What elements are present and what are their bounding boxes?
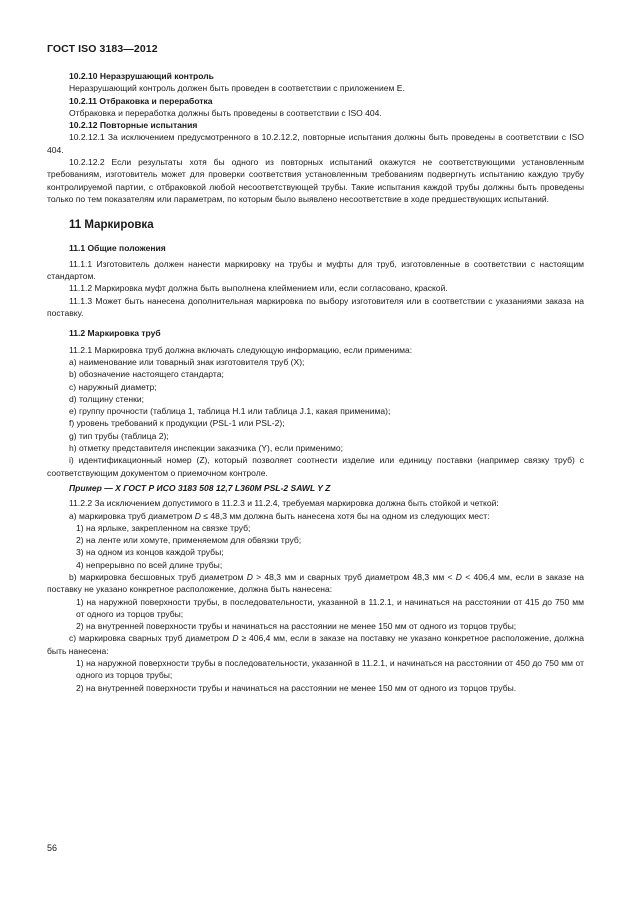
clause-10-2-11-text: Отбраковка и переработка должны быть проведены в соответствии с ISO 404.	[69, 107, 382, 118]
clause-11-1-2: 11.1.2 Маркировка муфт должна быть выполнена клеймением или, если согласовано, краской.	[69, 283, 448, 294]
section-11-heading: 11 Маркировка	[69, 219, 154, 232]
list-item: g) тип трубы (таблица 2);	[69, 430, 169, 441]
list-item: 2) на ленте или хомуте, применяемом для обвязки труб;	[76, 535, 302, 546]
list-item: 2) на внутренней поверхности трубы и начинаться на расстоянии не менее 150 мм от одного из торцов трубы.	[76, 682, 517, 693]
clause-10-2-12-heading: 10.2.12 Повторные испытания	[69, 120, 198, 131]
marking-example: Пример — X ГОСТ Р ИСО 3183 508 12,7 L360M PSL-2 SAWL Y Z	[69, 482, 331, 493]
page-content	[47, 70, 584, 694]
list-item: 1) на наружной поверхности трубы, в последовательности, указанной в 11.2.1, и начинаться на расстоянии от 415 до 750 мм от одного из торцов трубы;	[76, 596, 584, 619]
list-item: 3) на одном из концов каждой трубы;	[76, 547, 224, 558]
list-item: i) идентификационный номер (Z), который позволяет соотнести изделие или единицу поставки (например связку труб) с соответствующим документом о приемочном контроле.	[47, 455, 584, 478]
list-item: a) наименование или товарный знак изготовителя труб (X);	[69, 356, 305, 367]
list-item: c) наружный диаметр;	[69, 381, 157, 392]
list-item: 1) на наружной поверхности трубы в последовательности, указанной в 11.2.1, и начинаться на расстоянии от 450 до 750 мм от одного из торцов трубы;	[76, 658, 584, 681]
list-item: f) уровень требований к продукции (PSL-1 или PSL-2);	[69, 418, 285, 429]
clause-10-2-11-heading: 10.2.11 Отбраковка и переработка	[69, 95, 213, 106]
page-number: 56	[47, 843, 58, 853]
clause-10-2-10-text: Неразрушающий контроль должен быть проведен в соответствии с приложением E.	[69, 83, 405, 94]
clause-11-1-3: 11.1.3 Может быть нанесена дополнительная маркировка по выбору изготовителя или в соответствии с указаниями заказа на поставку.	[47, 295, 584, 319]
section-11-2-heading: 11.2 Маркировка труб	[69, 328, 161, 339]
clause-11-2-2: 11.2.2 За исключением допустимого в 11.2.3 и 11.2.4, требуемая маркировка должна быть стойкой и четкой:	[69, 498, 499, 509]
section-11-1-heading: 11.1 Общие положения	[69, 242, 166, 253]
clause-10-2-12-1: 10.2.12.1 За исключением предусмотренного в 10.2.12.2, повторные испытания должны быть проведены в соответствии с ISO 404.	[47, 132, 584, 155]
clause-11-2-1: 11.2.1 Маркировка труб должна включать следующую информацию, если применима:	[69, 344, 413, 355]
list-item: 4) непрерывно по всей длине трубы;	[76, 559, 223, 570]
clause-11-2-2-c: c) маркировка сварных труб диаметром D ≥ 406,4 мм, если в заказе на поставку не указано конкретное расположение, должна быть нанесена:	[47, 633, 584, 656]
list-item: 2) на внутренней поверхности трубы и начинаться на расстоянии не менее 150 мм от одного из торцов трубы;	[76, 621, 517, 632]
list-item: b) обозначение настоящего стандарта;	[69, 369, 224, 380]
running-header: ГОСТ ISO 3183—2012	[47, 43, 158, 55]
clause-11-2-2-b: b) маркировка бесшовных труб диаметром D > 48,3 мм и сварных труб диаметром 48,3 мм < D < 406,4 мм, если в заказе на поставку не указано конкретное расположение, должна быть нанесена:	[47, 571, 584, 595]
clause-10-2-10-heading: 10.2.10 Неразрушающий контроль	[69, 71, 214, 81]
list-item: e) группу прочности (таблица 1, таблица H.1 или таблица J.1, какая применима);	[69, 406, 391, 417]
clause-10-2-12-2: 10.2.12.2 Если результаты хотя бы одного из повторных испытаний окажутся не соответствующими установленным требованиям, изготовитель может для проверки соответствия установленным требованиям подвергнуть испытанию каждую трубу контролируемой партии, с отбраковкой любой несоответствующей трубы. Такие испытания каждой трубы должны быть проведены только по тем показателям или параметрам, по которым было выявлено несоответствие в ходе предшествующих испытаний.	[47, 157, 584, 204]
clause-11-1-1: 11.1.1 Изготовитель должен нанести маркировку на трубы и муфты для труб, изготовленные в соответствии с настоящим стандартом.	[47, 258, 584, 282]
list-item: d) толщину стенки;	[69, 393, 144, 404]
list-item: 1) на ярлыке, закрепленном на связке труб;	[76, 522, 251, 533]
clause-11-2-2-a: a) маркировка труб диаметром D ≤ 48,3 мм должна быть нанесена хотя бы на одном из следующих мест:	[69, 510, 490, 521]
list-item: h) отметку представителя инспекции заказчика (Y), если применимо;	[69, 443, 344, 454]
